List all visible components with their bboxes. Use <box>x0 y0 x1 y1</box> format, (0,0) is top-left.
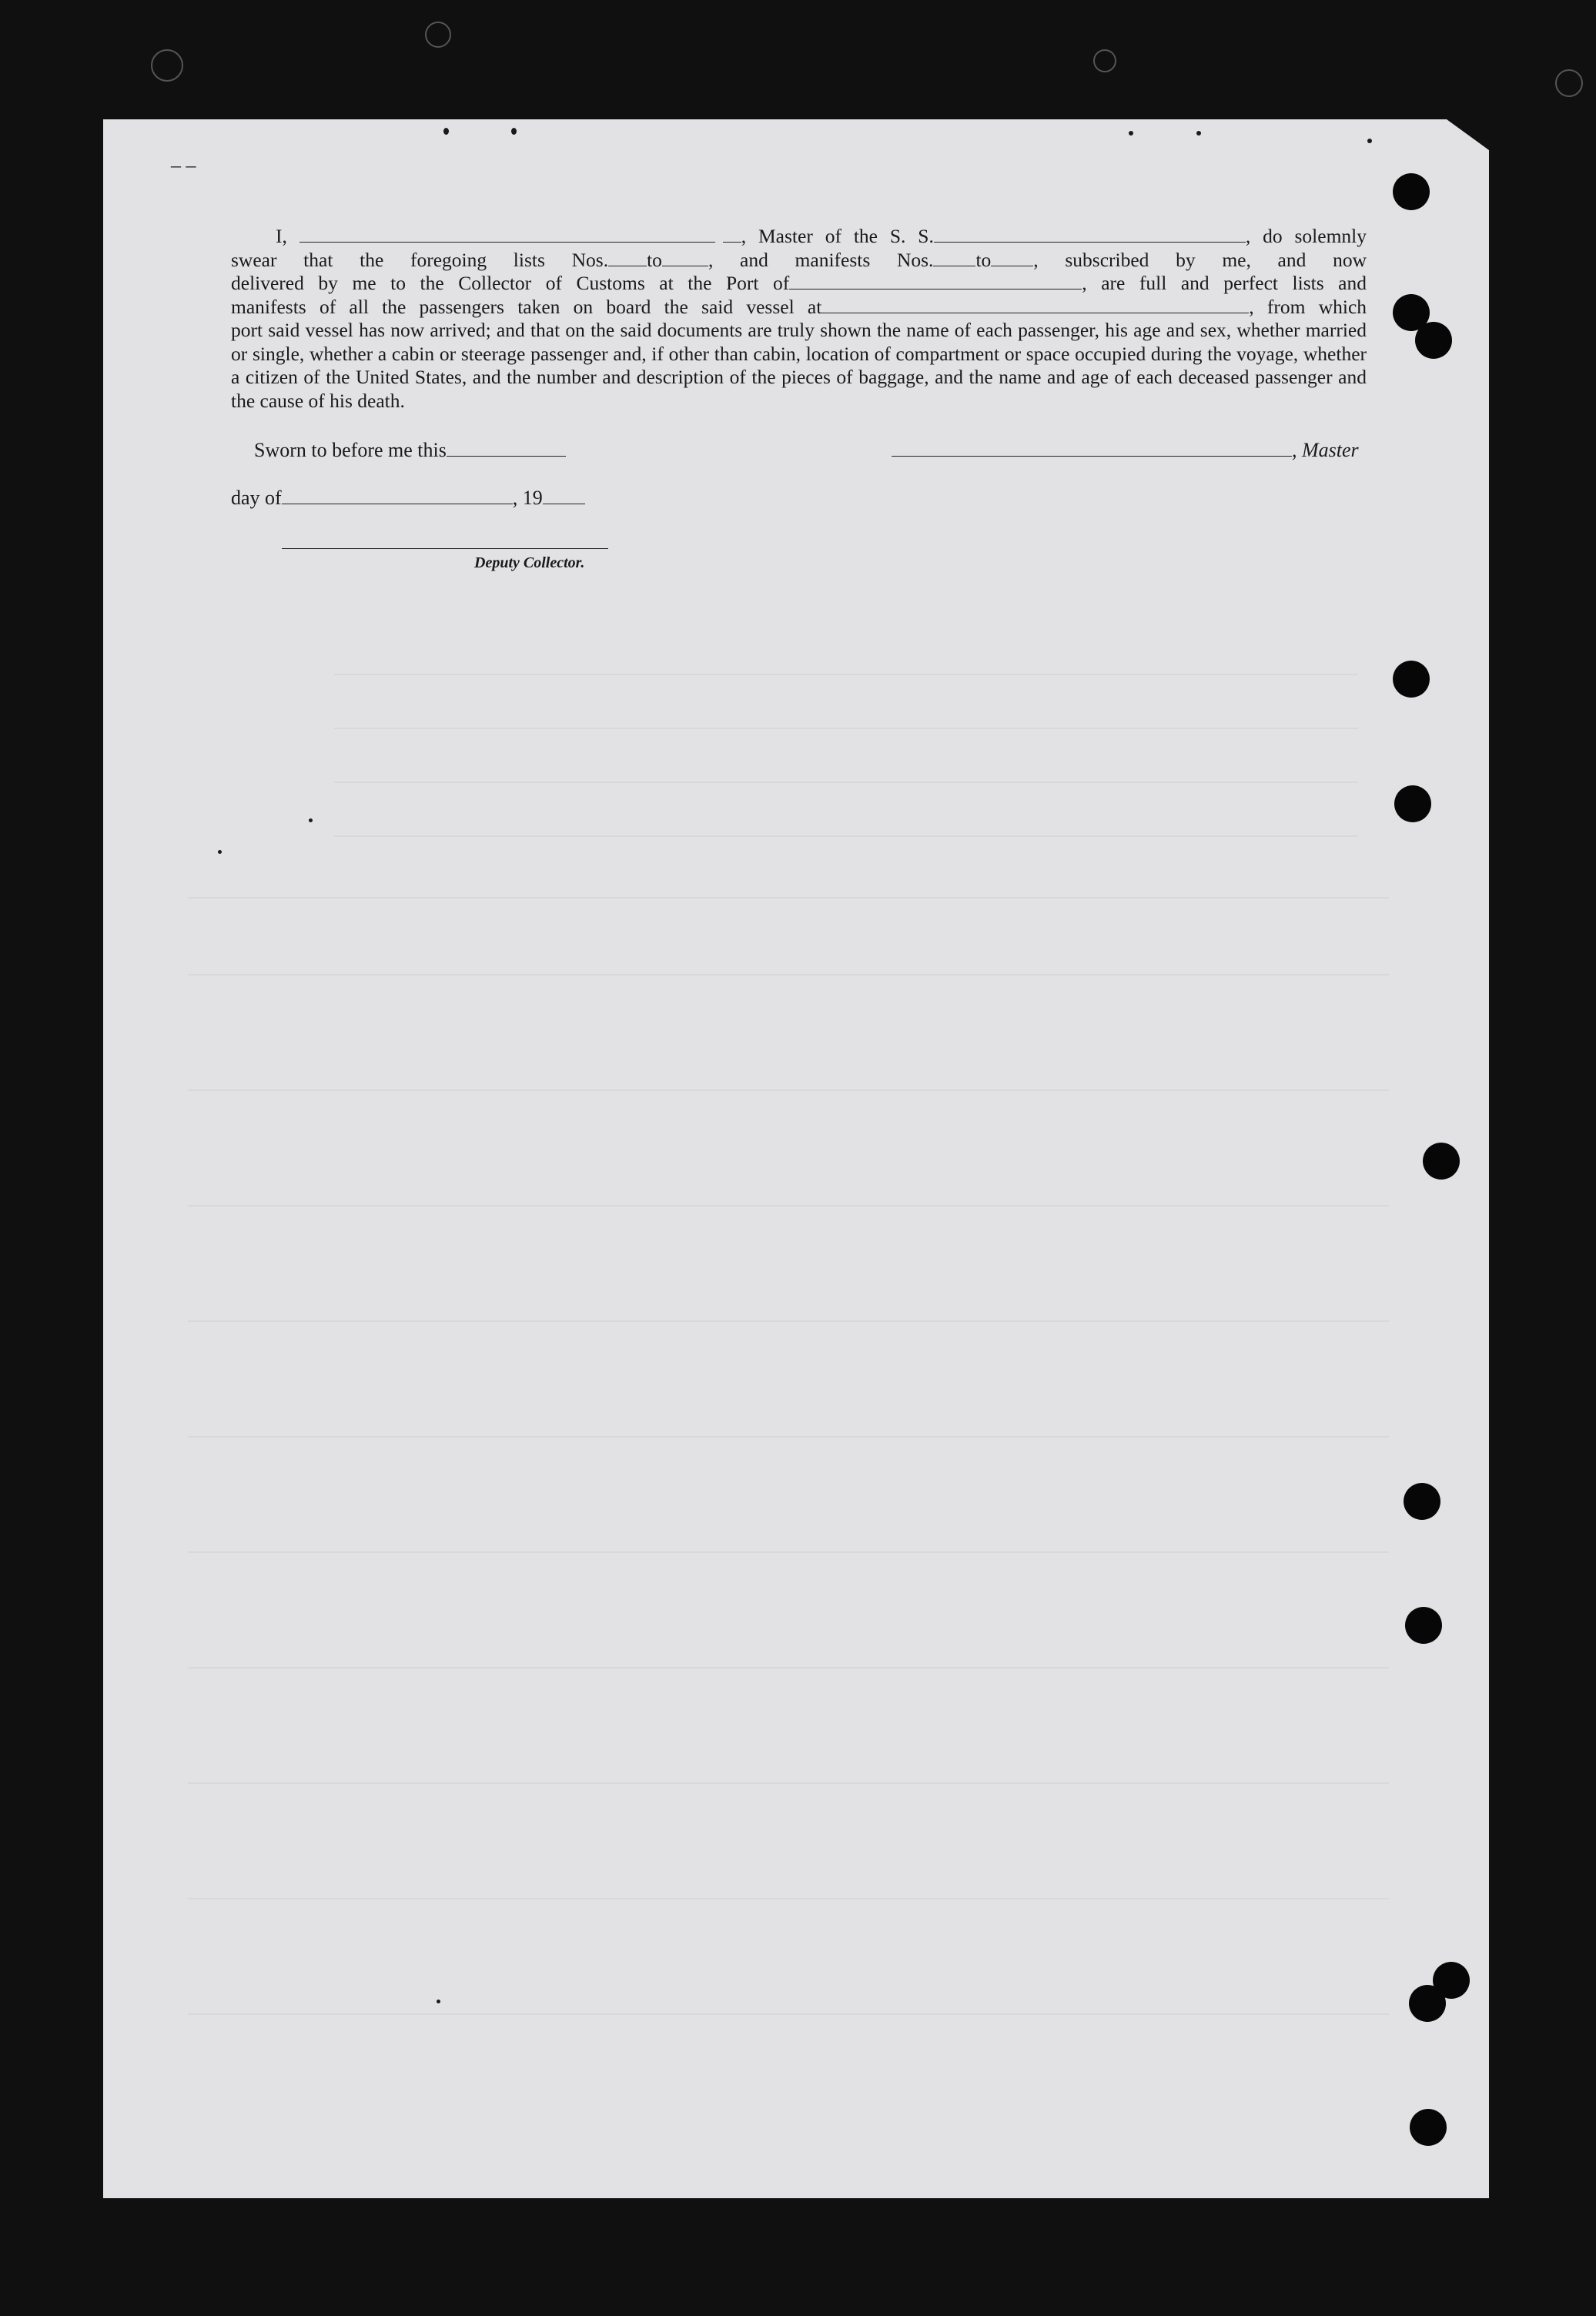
punch-hole <box>1405 1607 1442 1644</box>
month-blank <box>282 490 513 504</box>
ink-speck <box>1367 139 1372 143</box>
bleed-through-line <box>334 728 1358 729</box>
master-name-blank <box>299 228 715 243</box>
oath-body-text: port said vessel has now arrived; and that on the said documents are truly shown the name of each passenger, his age and sex, whether married or single, whether a cabin or steerage passenger and, if other than cabin, location of compartment or space occupied during the voyage, whether a citizen of the United States, and the number and description of the pieces of baggage, and the name and age of each deceased passenger and the cause of his death. <box>231 319 1367 412</box>
bleed-through-line <box>188 2013 1389 2015</box>
punch-hole <box>1423 1143 1460 1180</box>
oath-line-4: manifests of all the passengers taken on board the said vessel at , from which <box>231 295 1367 318</box>
punch-hole <box>1415 322 1452 359</box>
bleed-through-line <box>188 1782 1389 1784</box>
vessel-name-blank <box>934 228 1246 243</box>
day-of-row: day of , 19 <box>231 487 585 510</box>
bleed-through-line <box>188 1898 1389 1899</box>
bleed-through-line <box>188 1320 1389 1322</box>
list-to-blank <box>662 252 708 266</box>
scan-artifact-ring <box>425 22 451 48</box>
ink-speck <box>511 128 517 135</box>
oath-line-1: I, , Master of the S. S. , do solemnly <box>276 225 1367 247</box>
deputy-collector-label: Deputy Collector. <box>474 554 585 571</box>
ink-speck <box>218 850 222 854</box>
bleed-through-line <box>188 1089 1389 1091</box>
deputy-signature-line <box>282 548 608 549</box>
bleed-through-line <box>334 835 1358 837</box>
scanned-form-page <box>103 119 1489 2198</box>
ink-speck <box>1129 131 1133 136</box>
bleed-through-line <box>188 974 1389 976</box>
master-signature-row: , Master <box>892 439 1359 462</box>
bleed-through-line <box>188 1667 1389 1668</box>
oath-line-3: delivered by me to the Collector of Customs at the Port of , are full and perfect lists and <box>231 272 1367 294</box>
list-from-blank <box>608 252 647 266</box>
ink-speck <box>309 818 313 822</box>
ink-speck <box>437 2000 440 2003</box>
sworn-day-blank <box>447 442 566 457</box>
departure-port-blank <box>821 299 1249 313</box>
scan-artifact-ring <box>1093 49 1116 72</box>
punch-hole <box>1410 2109 1447 2146</box>
oath-line-2: swear that the foregoing lists Nos. to , and manifests Nos. to , subscribed by me, and now <box>231 248 1367 271</box>
manifest-from-blank <box>933 252 975 266</box>
ink-speck <box>1196 131 1201 136</box>
bleed-through-line <box>188 1551 1389 1553</box>
sworn-row: Sworn to before me this <box>254 439 566 462</box>
manifest-to-blank <box>991 252 1033 266</box>
punch-hole <box>1393 661 1430 698</box>
year-blank <box>543 490 585 504</box>
scan-artifact-ring <box>151 49 183 82</box>
margin-dash-mark: – – <box>171 154 196 176</box>
scan-artifact-ring <box>1555 69 1583 97</box>
punch-hole <box>1404 1483 1440 1520</box>
master-signature-blank <box>892 442 1292 457</box>
ink-speck <box>443 128 449 135</box>
punch-hole <box>1394 785 1431 822</box>
bleed-through-line <box>334 781 1358 783</box>
punch-hole <box>1409 1985 1446 2022</box>
bleed-through-line <box>188 897 1389 899</box>
port-blank <box>789 275 1082 290</box>
master-oath-paragraph <box>231 225 1367 413</box>
blank-short <box>723 228 741 243</box>
punch-hole <box>1393 173 1430 210</box>
bleed-through-line <box>334 674 1358 675</box>
bleed-through-line <box>188 1436 1389 1437</box>
bleed-through-line <box>188 1205 1389 1207</box>
